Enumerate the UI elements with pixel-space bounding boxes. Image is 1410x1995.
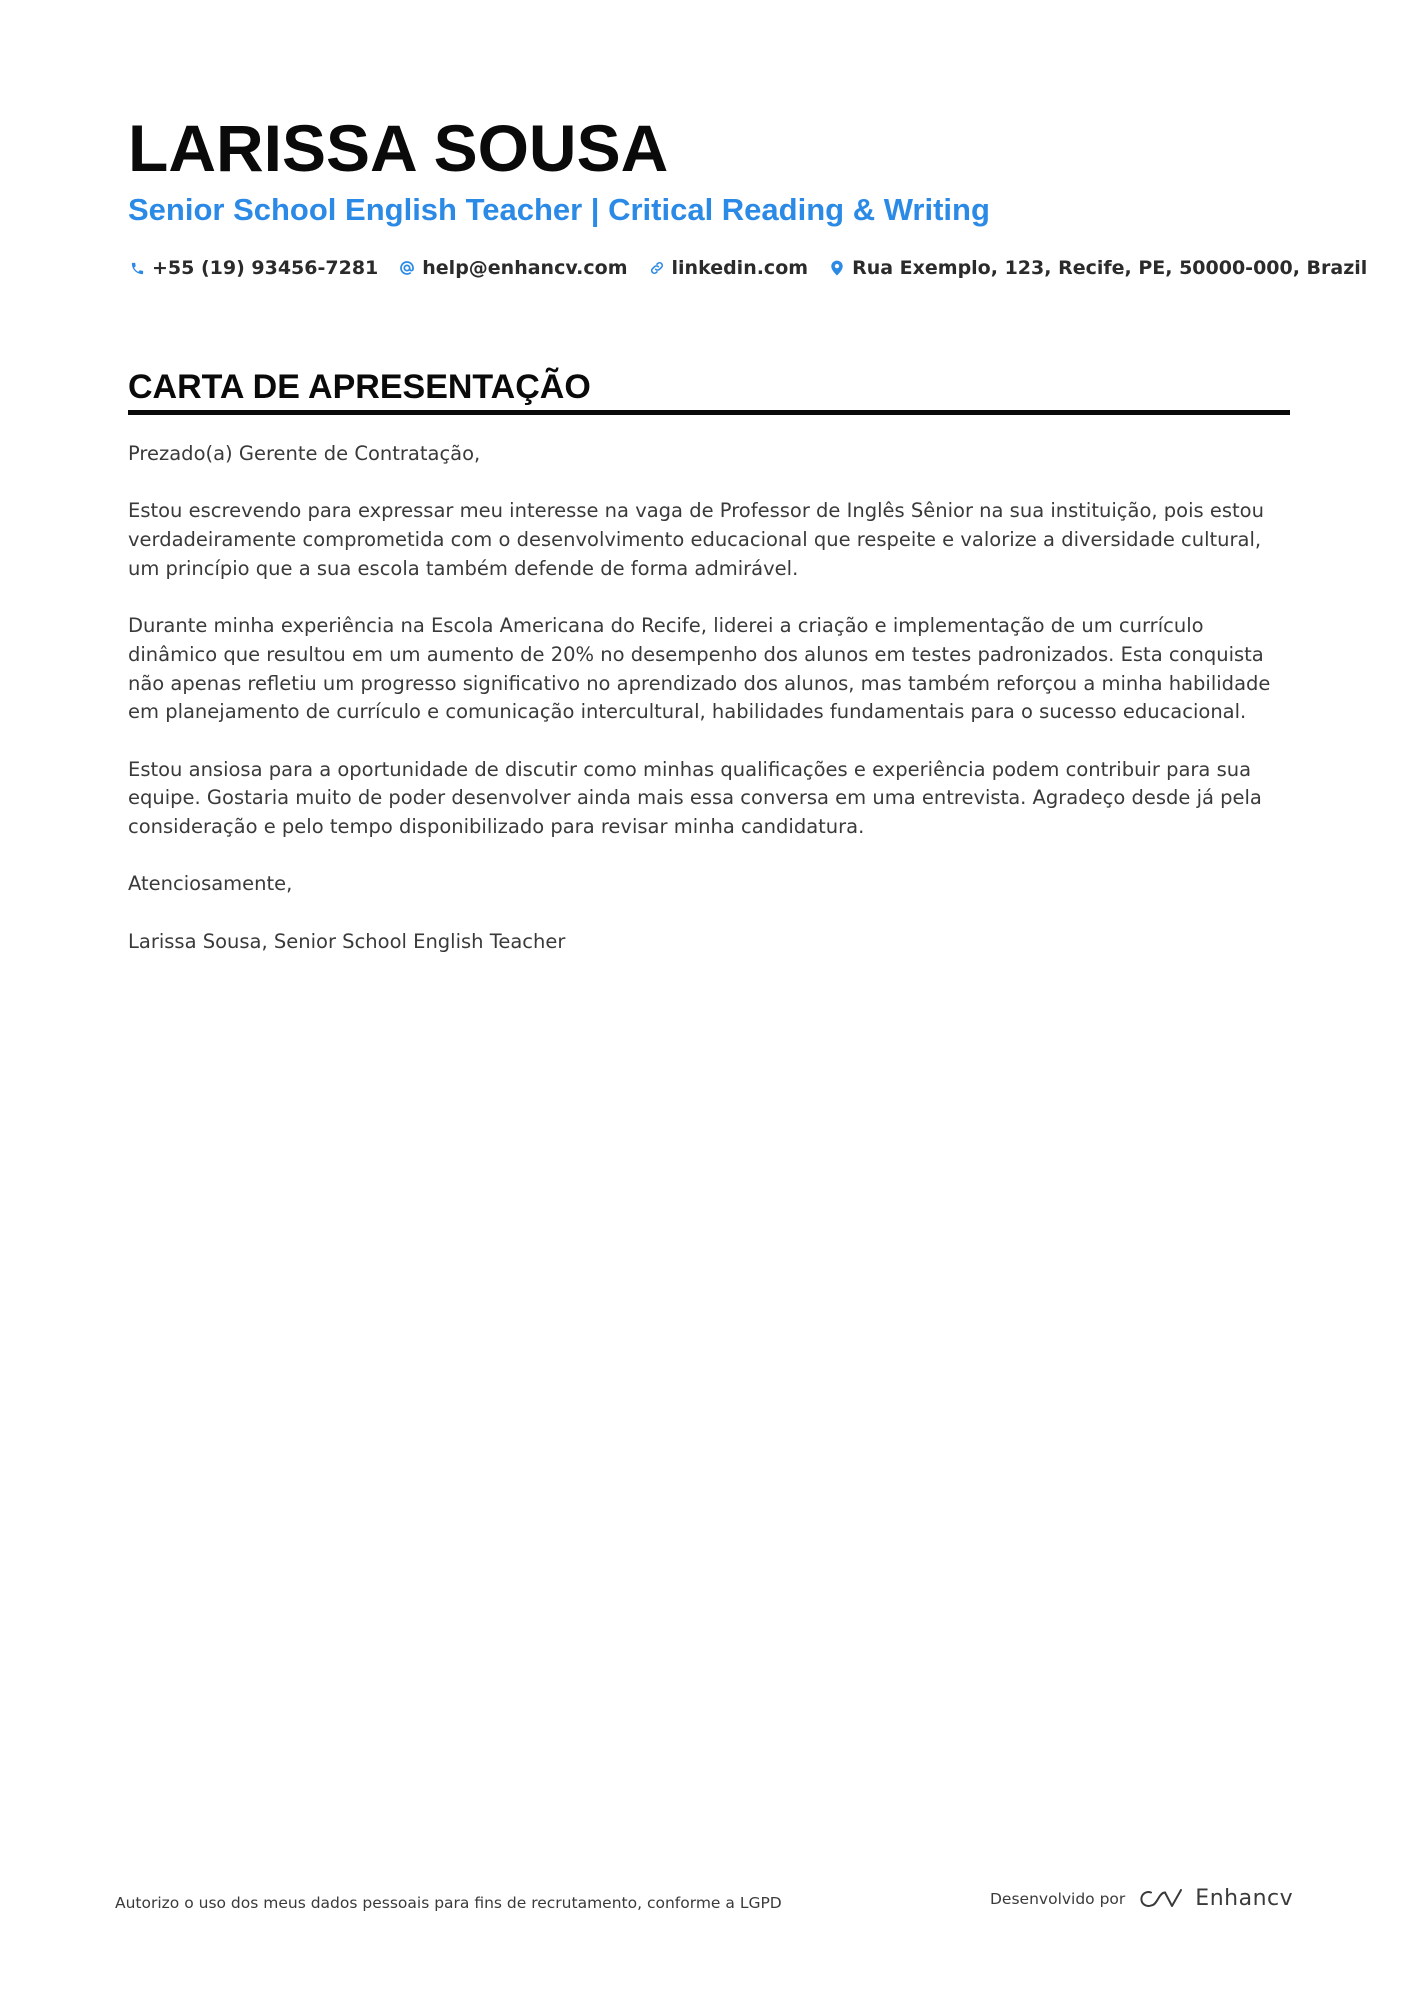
enhancv-logo-icon [1137,1887,1183,1911]
at-icon [398,259,416,277]
consent-notice: Autorizo o uso dos meus dados pessoais para fins de recrutamento, conforme a LGPD [115,1894,782,1912]
contact-address [828,254,1367,282]
letter-paragraph: Estou ansiosa para a oportunidade de discutir como minhas qualificações e experiência podem contribuir para sua equipe. Gostaria muito de poder desenvolver ainda mais essa conversa em uma entrevista. Agradeço desde já pela consideração e pelo tempo disponibilizado para revisar minha candidatura. [128,757,1262,839]
location-pin-icon [828,259,846,277]
powered-by-label: Desenvolvido por [990,1889,1126,1908]
section-divider [128,410,1290,415]
letter-salutation: Prezado(a) Gerente de Contratação, [128,442,481,465]
contact-phone[interactable] [128,254,378,282]
candidate-title: Senior School English Teacher | Critical Reading & Writing [128,192,990,227]
phone-text: +55 (19) 93456-7281 [152,257,379,279]
contact-bar [128,254,1387,282]
letter-closing: Atenciosamente, [128,872,293,896]
phone-icon [128,259,146,277]
email-text: help@enhancv.com [422,257,628,279]
section-heading: CARTA DE APRESENTAÇÃO [128,368,591,406]
candidate-name: LARISSA SOUSA [128,111,669,185]
letter-body [128,440,1290,985]
contact-linkedin[interactable] [648,254,809,282]
link-icon [648,259,666,277]
letter-signature: Larissa Sousa, Senior School English Teacher [128,929,566,953]
powered-by[interactable] [990,1886,1293,1911]
address-text: Rua Exemplo, 123, Recife, PE, 50000-000, Brazil [852,257,1368,279]
contact-email[interactable] [398,254,627,282]
letter-paragraph: Durante minha experiência na Escola Americana do Recife, liderei a criação e implementação de um currículo dinâmico que resultou em um aumento de 20% no desempenho dos alunos em testes padronizados. Esta conquista não apenas refletiu um progresso significativo no aprendizado dos alunos, mas também reforçou a minha habilidade em planejamento de currículo e comunicação intercultural, habilidades fundamentais para o sucesso educacional. [128,614,1271,724]
linkedin-text: linkedin.com [671,257,809,279]
letter-paragraph: Estou escrevendo para expressar meu interesse na vaga de Professor de Inglês Sênior na sua instituição, pois estou verdadeiramente comprometida com o desenvolvimento educacional que respeite e valorize a diversidade cultural, um princípio que a sua escola também defende de forma admirável. [128,499,1264,580]
brand-name: Enhancv [1195,1886,1294,1911]
